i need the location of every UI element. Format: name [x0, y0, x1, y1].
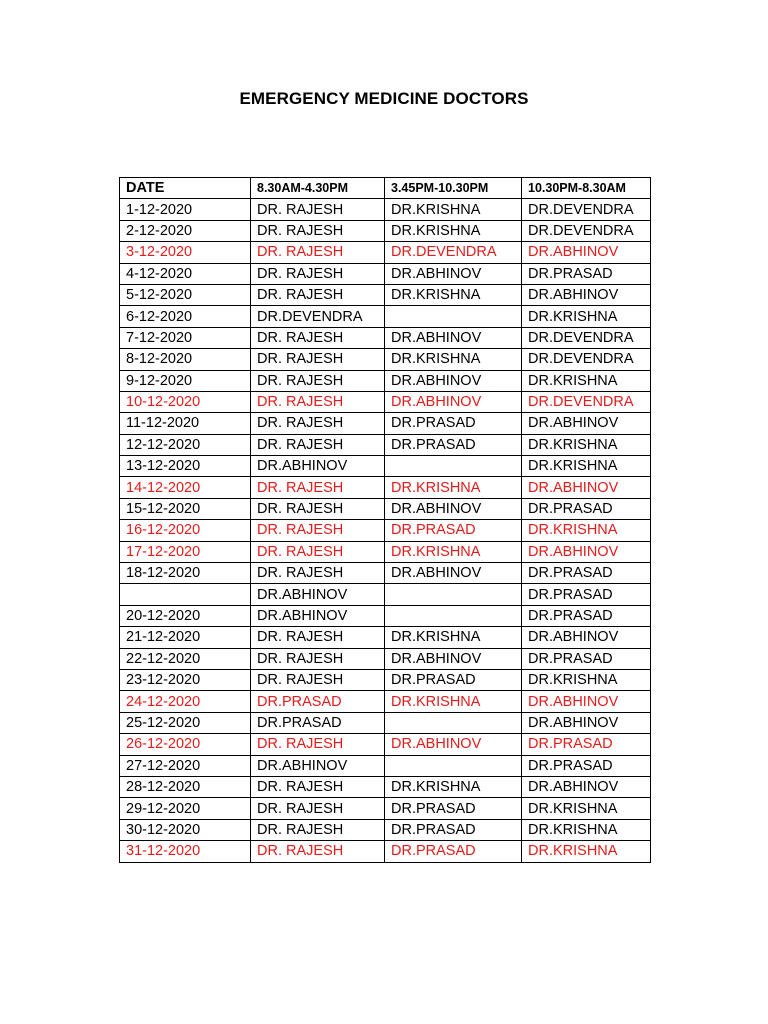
shift-evening-cell: DR.PRASAD — [385, 841, 522, 862]
shift-morning-cell: DR.ABHINOV — [251, 456, 385, 477]
date-cell: 30-12-2020 — [120, 819, 251, 840]
shift-night-cell: DR.PRASAD — [522, 498, 651, 519]
table-row — [120, 413, 651, 434]
shift-night-cell: DR.DEVENDRA — [522, 349, 651, 370]
date-cell: 31-12-2020 — [120, 841, 251, 862]
date-cell: 15-12-2020 — [120, 498, 251, 519]
shift-night-cell: DR.KRISHNA — [522, 306, 651, 327]
shift-morning-cell: DR. RAJESH — [251, 370, 385, 391]
table-row — [120, 776, 651, 797]
shift-night-cell: DR.KRISHNA — [522, 520, 651, 541]
date-cell: 2-12-2020 — [120, 220, 251, 241]
shift-morning-cell: DR. RAJESH — [251, 819, 385, 840]
header-date: DATE — [120, 178, 251, 199]
date-cell: 13-12-2020 — [120, 456, 251, 477]
shift-evening-cell — [385, 605, 522, 626]
shift-evening-cell: DR.KRISHNA — [385, 284, 522, 305]
table-row — [120, 391, 651, 412]
date-cell: 17-12-2020 — [120, 541, 251, 562]
date-cell: 12-12-2020 — [120, 434, 251, 455]
date-cell: 23-12-2020 — [120, 669, 251, 690]
shift-evening-cell: DR.ABHINOV — [385, 734, 522, 755]
shift-night-cell: DR.DEVENDRA — [522, 391, 651, 412]
shift-night-cell: DR.KRISHNA — [522, 798, 651, 819]
table-row — [120, 819, 651, 840]
table-row — [120, 691, 651, 712]
shift-evening-cell: DR.KRISHNA — [385, 776, 522, 797]
shift-evening-cell: DR.PRASAD — [385, 798, 522, 819]
table-row — [120, 734, 651, 755]
shift-night-cell: DR.KRISHNA — [522, 841, 651, 862]
shift-evening-cell: DR.PRASAD — [385, 520, 522, 541]
table-row — [120, 242, 651, 263]
shift-morning-cell: DR. RAJESH — [251, 477, 385, 498]
shift-night-cell: DR.KRISHNA — [522, 669, 651, 690]
shift-night-cell: DR.DEVENDRA — [522, 199, 651, 220]
shift-evening-cell: DR.ABHINOV — [385, 391, 522, 412]
header-shift-evening: 3.45PM-10.30PM — [385, 178, 522, 199]
shift-evening-cell: DR.PRASAD — [385, 669, 522, 690]
table-row — [120, 456, 651, 477]
shift-night-cell: DR.KRISHNA — [522, 434, 651, 455]
shift-evening-cell: DR.ABHINOV — [385, 648, 522, 669]
date-cell: 1-12-2020 — [120, 199, 251, 220]
shift-night-cell: DR.PRASAD — [522, 734, 651, 755]
shift-night-cell: DR.KRISHNA — [522, 819, 651, 840]
table-row — [120, 349, 651, 370]
shift-evening-cell — [385, 306, 522, 327]
date-cell: 10-12-2020 — [120, 391, 251, 412]
shift-evening-cell: DR.ABHINOV — [385, 563, 522, 584]
table-row — [120, 498, 651, 519]
shift-evening-cell: DR.ABHINOV — [385, 327, 522, 348]
shift-morning-cell: DR. RAJESH — [251, 541, 385, 562]
table-row — [120, 520, 651, 541]
date-cell: 9-12-2020 — [120, 370, 251, 391]
shift-night-cell: DR.ABHINOV — [522, 541, 651, 562]
shift-night-cell: DR.PRASAD — [522, 648, 651, 669]
date-cell: 29-12-2020 — [120, 798, 251, 819]
shift-evening-cell — [385, 584, 522, 605]
shift-night-cell: DR.KRISHNA — [522, 456, 651, 477]
date-cell: 18-12-2020 — [120, 563, 251, 584]
table-row — [120, 199, 651, 220]
shift-morning-cell: DR. RAJESH — [251, 391, 385, 412]
shift-morning-cell: DR. RAJESH — [251, 798, 385, 819]
date-cell: 22-12-2020 — [120, 648, 251, 669]
date-cell: 7-12-2020 — [120, 327, 251, 348]
shift-evening-cell: DR.PRASAD — [385, 413, 522, 434]
shift-evening-cell — [385, 755, 522, 776]
shift-morning-cell: DR.DEVENDRA — [251, 306, 385, 327]
shift-night-cell: DR.PRASAD — [522, 755, 651, 776]
shift-morning-cell: DR.ABHINOV — [251, 605, 385, 626]
shift-morning-cell: DR. RAJESH — [251, 627, 385, 648]
shift-morning-cell: DR. RAJESH — [251, 199, 385, 220]
date-cell: 3-12-2020 — [120, 242, 251, 263]
shift-morning-cell: DR. RAJESH — [251, 242, 385, 263]
table-row — [120, 370, 651, 391]
shift-night-cell: DR.ABHINOV — [522, 712, 651, 733]
header-shift-morning: 8.30AM-4.30PM — [251, 178, 385, 199]
shift-evening-cell: DR.KRISHNA — [385, 199, 522, 220]
date-cell — [120, 584, 251, 605]
shift-night-cell: DR.PRASAD — [522, 584, 651, 605]
shift-night-cell: DR.ABHINOV — [522, 627, 651, 648]
shift-morning-cell: DR. RAJESH — [251, 648, 385, 669]
shift-morning-cell: DR. RAJESH — [251, 563, 385, 584]
table-row — [120, 284, 651, 305]
shift-morning-cell: DR. RAJESH — [251, 220, 385, 241]
table-header — [120, 178, 651, 199]
shift-night-cell: DR.PRASAD — [522, 605, 651, 626]
date-cell: 16-12-2020 — [120, 520, 251, 541]
shift-night-cell: DR.ABHINOV — [522, 776, 651, 797]
table-row — [120, 627, 651, 648]
shift-morning-cell: DR. RAJESH — [251, 349, 385, 370]
duty-roster-table — [119, 177, 651, 863]
date-cell: 11-12-2020 — [120, 413, 251, 434]
shift-morning-cell: DR. RAJESH — [251, 284, 385, 305]
shift-evening-cell: DR.ABHINOV — [385, 263, 522, 284]
shift-morning-cell: DR. RAJESH — [251, 841, 385, 862]
shift-evening-cell: DR.KRISHNA — [385, 220, 522, 241]
shift-night-cell: DR.PRASAD — [522, 263, 651, 284]
date-cell: 8-12-2020 — [120, 349, 251, 370]
date-cell: 6-12-2020 — [120, 306, 251, 327]
shift-night-cell: DR.DEVENDRA — [522, 220, 651, 241]
shift-morning-cell: DR. RAJESH — [251, 734, 385, 755]
table-row — [120, 798, 651, 819]
date-cell: 14-12-2020 — [120, 477, 251, 498]
shift-night-cell: DR.DEVENDRA — [522, 327, 651, 348]
shift-morning-cell: DR. RAJESH — [251, 498, 385, 519]
shift-evening-cell: DR.KRISHNA — [385, 541, 522, 562]
shift-morning-cell: DR.PRASAD — [251, 712, 385, 733]
table-row — [120, 434, 651, 455]
date-cell: 25-12-2020 — [120, 712, 251, 733]
shift-night-cell: DR.ABHINOV — [522, 242, 651, 263]
table-row — [120, 712, 651, 733]
shift-night-cell: DR.ABHINOV — [522, 284, 651, 305]
table-body — [120, 199, 651, 862]
shift-evening-cell: DR.PRASAD — [385, 819, 522, 840]
shift-evening-cell: DR.KRISHNA — [385, 627, 522, 648]
shift-morning-cell: DR. RAJESH — [251, 327, 385, 348]
date-cell: 21-12-2020 — [120, 627, 251, 648]
shift-evening-cell: DR.KRISHNA — [385, 477, 522, 498]
table-row — [120, 327, 651, 348]
shift-morning-cell: DR. RAJESH — [251, 776, 385, 797]
shift-evening-cell — [385, 456, 522, 477]
table-row — [120, 563, 651, 584]
page-title: EMERGENCY MEDICINE DOCTORS — [239, 89, 529, 108]
table-row — [120, 306, 651, 327]
date-cell: 24-12-2020 — [120, 691, 251, 712]
date-cell: 28-12-2020 — [120, 776, 251, 797]
shift-evening-cell: DR.KRISHNA — [385, 349, 522, 370]
table-row — [120, 541, 651, 562]
date-cell: 5-12-2020 — [120, 284, 251, 305]
shift-evening-cell — [385, 712, 522, 733]
shift-evening-cell: DR.DEVENDRA — [385, 242, 522, 263]
table-row — [120, 648, 651, 669]
date-cell: 26-12-2020 — [120, 734, 251, 755]
shift-night-cell: DR.ABHINOV — [522, 413, 651, 434]
shift-evening-cell: DR.KRISHNA — [385, 691, 522, 712]
shift-night-cell: DR.ABHINOV — [522, 691, 651, 712]
shift-night-cell: DR.PRASAD — [522, 563, 651, 584]
table-row — [120, 584, 651, 605]
header-shift-night: 10.30PM-8.30AM — [522, 178, 651, 199]
date-cell: 20-12-2020 — [120, 605, 251, 626]
header-row — [120, 178, 651, 199]
shift-evening-cell: DR.ABHINOV — [385, 370, 522, 391]
date-cell: 27-12-2020 — [120, 755, 251, 776]
table-row — [120, 841, 651, 862]
shift-morning-cell: DR.ABHINOV — [251, 584, 385, 605]
shift-evening-cell: DR.ABHINOV — [385, 498, 522, 519]
table-row — [120, 263, 651, 284]
table-row — [120, 605, 651, 626]
shift-morning-cell: DR. RAJESH — [251, 669, 385, 690]
shift-morning-cell: DR.PRASAD — [251, 691, 385, 712]
date-cell: 4-12-2020 — [120, 263, 251, 284]
shift-morning-cell: DR. RAJESH — [251, 263, 385, 284]
table-row — [120, 755, 651, 776]
shift-morning-cell: DR. RAJESH — [251, 413, 385, 434]
shift-morning-cell: DR.ABHINOV — [251, 755, 385, 776]
table-row — [120, 477, 651, 498]
shift-morning-cell: DR. RAJESH — [251, 434, 385, 455]
shift-evening-cell: DR.PRASAD — [385, 434, 522, 455]
table-row — [120, 669, 651, 690]
table-row — [120, 220, 651, 241]
shift-morning-cell: DR. RAJESH — [251, 520, 385, 541]
shift-night-cell: DR.ABHINOV — [522, 477, 651, 498]
shift-night-cell: DR.KRISHNA — [522, 370, 651, 391]
